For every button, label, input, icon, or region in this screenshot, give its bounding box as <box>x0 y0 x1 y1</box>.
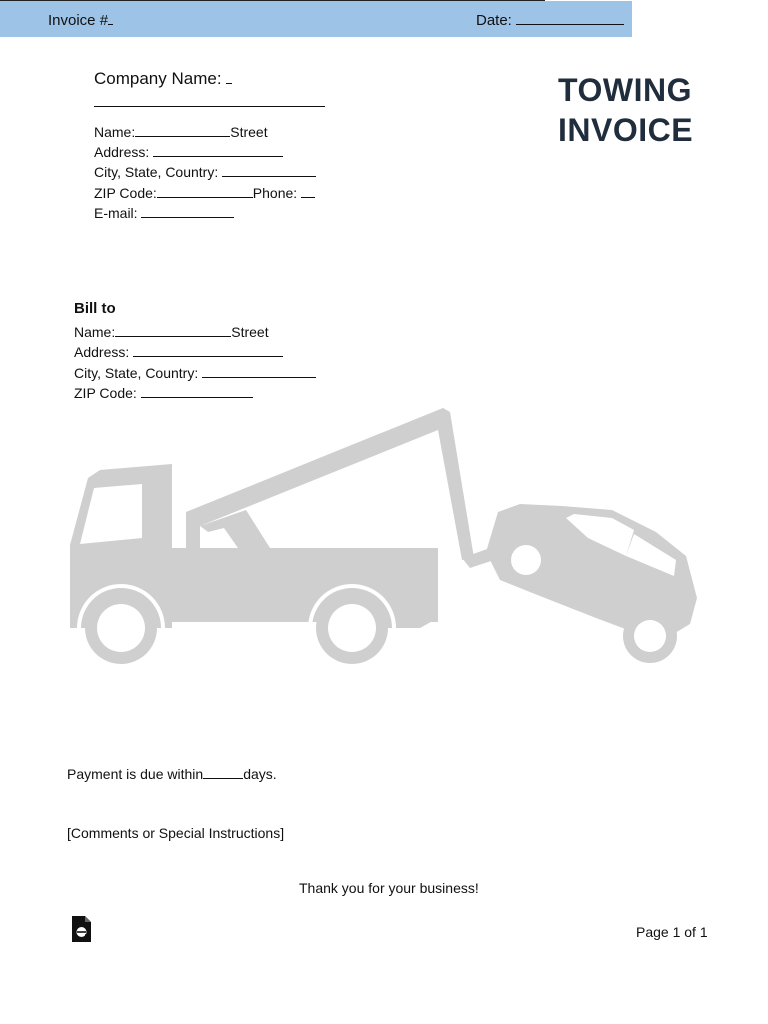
date-label: Date: <box>476 12 512 29</box>
comments-placeholder[interactable]: [Comments or Special Instructions] <box>67 825 285 841</box>
bill-to-heading: Bill to <box>74 300 116 317</box>
invoice-number-label: Invoice # <box>48 12 109 29</box>
company-phone-label: Phone: <box>252 185 298 201</box>
bill-to-city-label: City, State, Country: <box>74 365 199 381</box>
bill-to-name-label: Name: <box>74 324 116 340</box>
payment-suffix: days. <box>243 766 277 782</box>
page-number: Page 1 of 1 <box>636 924 708 940</box>
payment-prefix: Payment is due within <box>67 766 204 782</box>
payment-terms <box>67 766 277 782</box>
payment-days-blank[interactable] <box>203 766 243 779</box>
eforms-logo-icon <box>72 916 92 943</box>
company-email-label: E-mail: <box>94 205 138 221</box>
title-line-2: INVOICE <box>558 112 694 148</box>
company-street-label: Street <box>230 124 268 140</box>
bill-to-street-label: Street <box>231 324 269 340</box>
company-city-label: City, State, Country: <box>94 164 219 180</box>
title-line-1: TOWING <box>558 72 692 108</box>
bill-to-address-label: Address: <box>74 344 130 360</box>
company-contact-name-label: Name: <box>94 124 136 140</box>
company-address-label: Address: <box>94 144 150 160</box>
company-name-label: Company Name: <box>94 69 222 88</box>
bill-to-zip-label: ZIP Code: <box>74 385 137 401</box>
thank-you-note: Thank you for your business! <box>299 880 479 896</box>
company-zip-label: ZIP Code: <box>94 185 157 201</box>
